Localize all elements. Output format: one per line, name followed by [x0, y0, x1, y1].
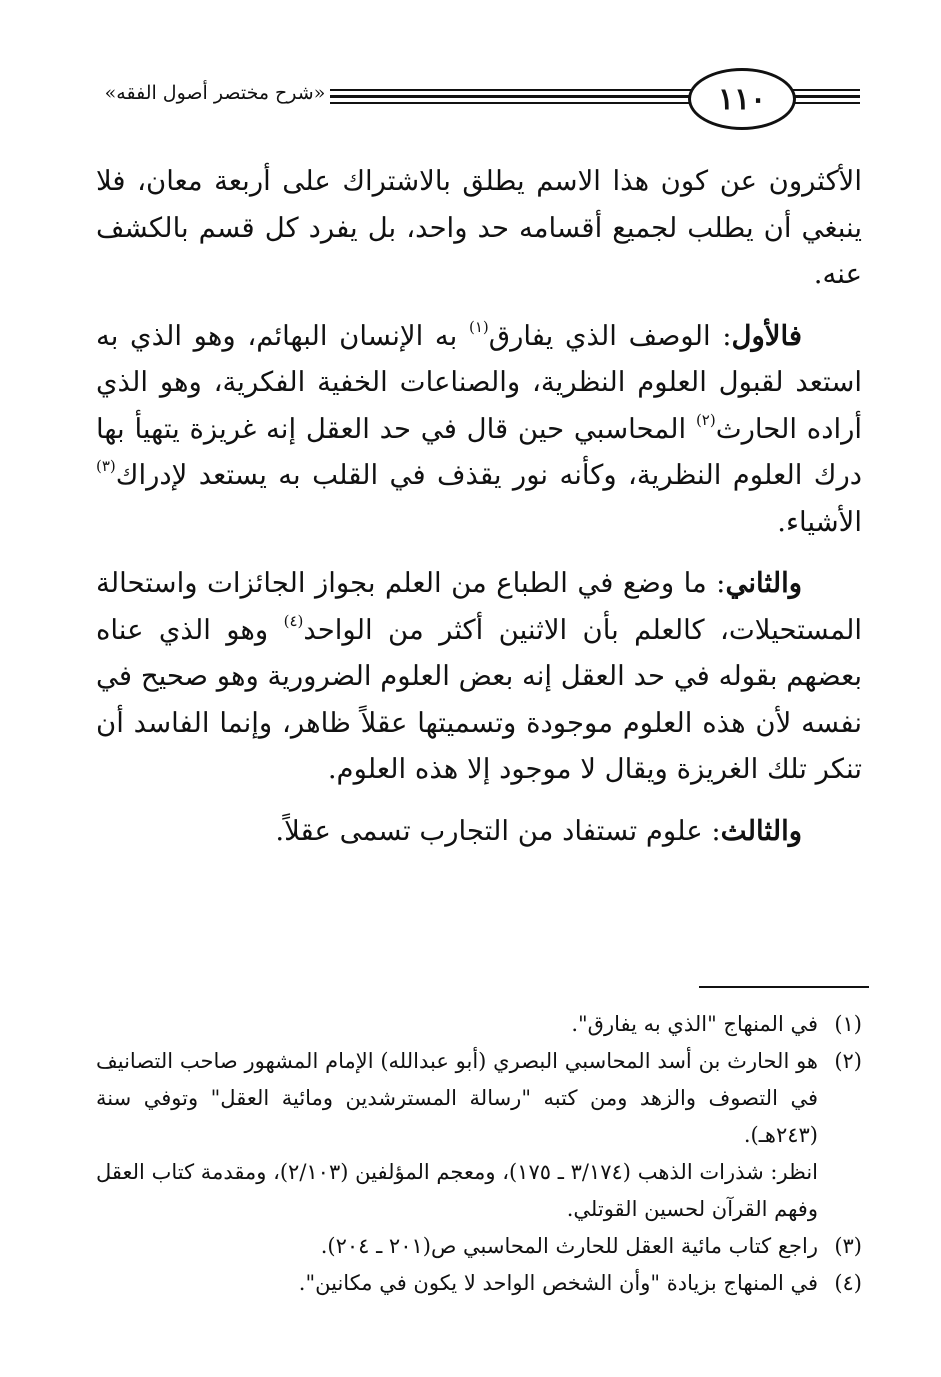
paragraph-text: وهو الذي عناه بعضهم بقوله في حد العقل إنه بعض العلوم الضرورية وهو صحيح في نفسه لأن هذه العلوم موجودة وتسميتها عقلاً ظاهر، وإنما الفاسد أن تنكر تلك الغريزة ويقال لا موجود إلا هذه العلوم.	[96, 613, 862, 785]
footnote-line: في المنهاج "الذي به يفارق".	[571, 1012, 818, 1036]
paragraph-text: به الإنسان البهائم، وهو الذي به استعد لقبول العلوم النظرية، والصناعات الخفية الفكرية، وهو الذي أراده الحارث	[96, 319, 863, 445]
paragraph-third-meaning	[96, 808, 862, 855]
footnote-ref-2[interactable]: (٢)	[695, 410, 716, 429]
paragraph-second-meaning	[96, 560, 862, 793]
footnote-ref-1[interactable]: (١)	[468, 317, 489, 336]
heading-third: والثالث	[720, 814, 802, 847]
paragraph-text: الأشياء.	[777, 505, 862, 538]
main-text	[96, 158, 862, 869]
footnote-text	[96, 1228, 818, 1265]
footnote-text	[96, 1006, 818, 1043]
page-header	[100, 64, 860, 134]
footnotes	[96, 1006, 862, 1302]
paragraph-text: : الوصف الذي يفارق	[488, 319, 732, 352]
footnote-number: (٤)	[834, 1271, 862, 1295]
footnote-line: راجع كتاب مائية العقل للحارث المحاسبي ص(٢٠١ ـ ٢٠٤).	[320, 1234, 818, 1258]
paragraph-text: : علوم تستفاد من التجارب تسمى عقلاً.	[275, 814, 721, 847]
footnote-line: انظر: شذرات الذهب (٣/١٧٤ ـ ١٧٥)، ومعجم المؤلفين (٢/١٠٣)، ومقدمة كتاب العقل وفهم القرآن لحسين القوتلي.	[96, 1160, 819, 1221]
footnote-ref-3[interactable]: (٣)	[96, 457, 116, 475]
paragraph-text: : ما وضع في الطباع من العلم بجواز الجائزات واستحالة المستحيلات، كالعلم بأن الاثنين أكثر من الواحد	[96, 567, 862, 646]
paragraph-first-meaning	[96, 313, 862, 546]
paragraph-text: المحاسبي حين قال في حد العقل إنه غريزة يتهيأ بها درك العلوم النظرية، وكأنه نور يقذف في القلب به يستعد لإدراك	[96, 412, 862, 491]
page-number: ١١٠	[688, 68, 796, 130]
footnote-4	[96, 1265, 862, 1302]
footnote-number: (٣)	[834, 1234, 862, 1258]
footnote-number: (٢)	[834, 1049, 862, 1073]
running-title: «شرح مختصر أصول الفقه»	[104, 82, 326, 104]
footnote-text	[96, 1265, 818, 1302]
heading-first: فالأول	[731, 319, 802, 352]
footnote-2	[96, 1043, 862, 1228]
footnote-line: في المنهاج بزيادة "وأن الشخص الواحد لا يكون في مكانين".	[298, 1271, 818, 1295]
footnote-text	[96, 1043, 818, 1228]
footnote-line: هو الحارث بن أسد المحاسبي البصري (أبو عبدالله) الإمام المشهور صاحب التصانيف في التصوف والزهد ومن كتبه "رسالة المسترشدين ومائية العقل" وتوفي سنة (٢٤٣هـ).	[96, 1049, 818, 1147]
footnote-separator	[699, 986, 869, 988]
heading-second: والثاني	[725, 567, 802, 599]
footnote-3	[96, 1228, 862, 1265]
paragraph-intro: الأكثرون عن كون هذا الاسم يطلق بالاشتراك على أربعة معان، فلا ينبغي أن يطلب لجميع أقسامه حد واحد، بل يفرد كل قسم بالكشف عنه.	[96, 165, 862, 290]
footnote-ref-4[interactable]: (٤)	[283, 611, 304, 630]
footnote-1	[96, 1006, 862, 1043]
footnote-number: (١)	[834, 1012, 862, 1036]
